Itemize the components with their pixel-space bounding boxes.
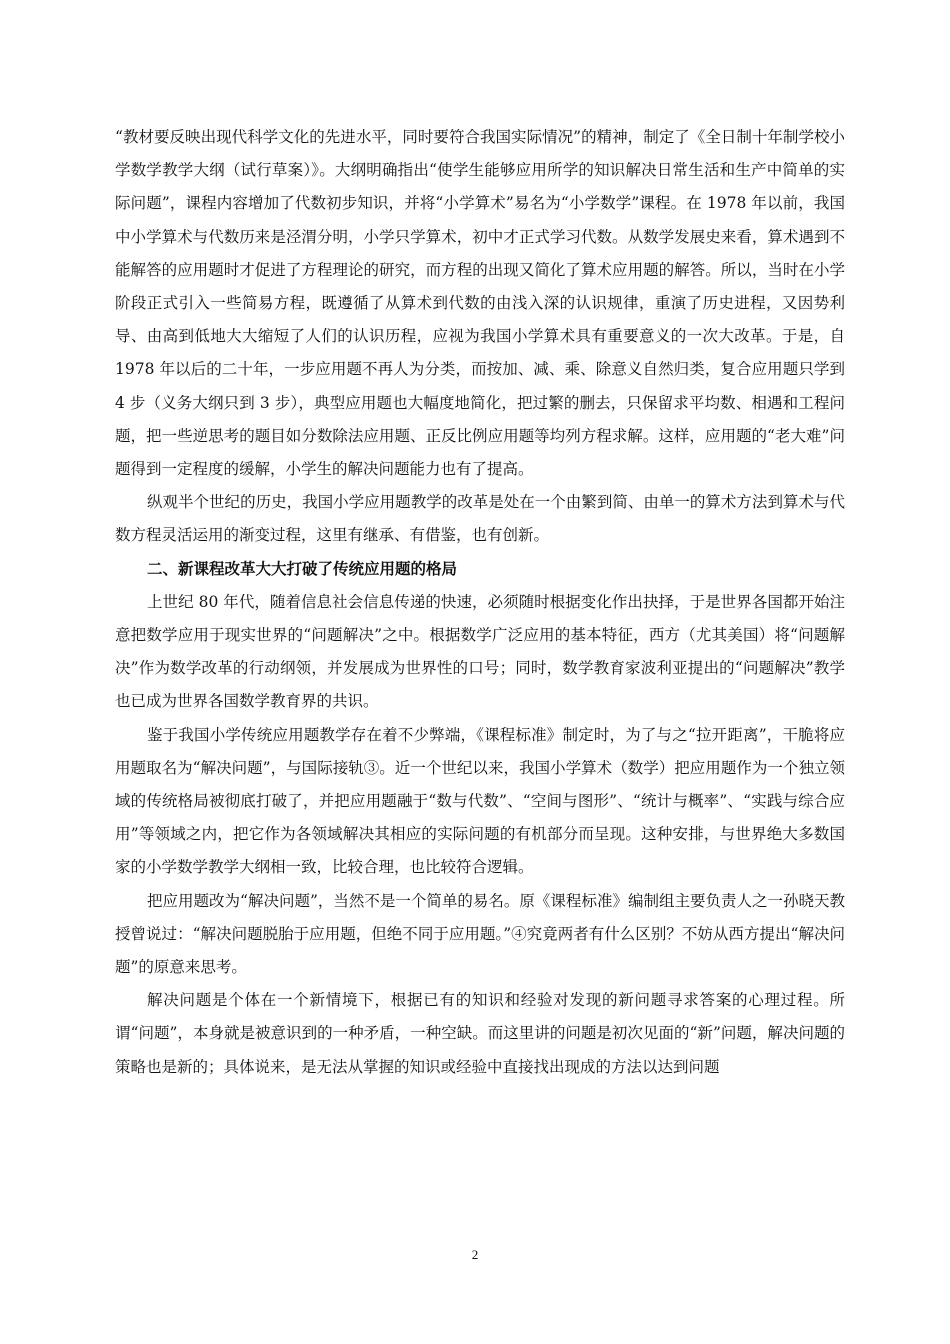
document-body — [115, 121, 845, 1084]
section-heading: 二、新课程改革大大打破了传统应用题的格局 — [147, 559, 458, 578]
paragraph-3: 上世纪 80 年代，随着信息社会信息传递的快速，必须随时根据变化作出抉择，于是世界各国都开始注意把数学应用于现实世界的“问题解决”之中。根据数学广泛应用的基本特征，西方（尤其美国）将“问题解决”作为数学改革的行动纲领，并发展成为世界性的口号；同时，数学教育家波利亚提出的“问题解决”教学也已成为世界各国数学教育界的共识。 — [115, 592, 845, 711]
paragraph-6: 解决问题是个体在一个新情境下，根据已有的知识和经验对发现的新问题寻求答案的心理过程。所谓“问题”，本身就是被意识到的一种矛盾，一种空缺。而这里讲的问题是初次见面的“新”问题，解决问题的策略也是新的；具体说来，是无法从掌握的知识或经验中直接找出现成的方法以达到问题 — [115, 991, 845, 1076]
paragraph-5: 把应用题改为“解决问题”，当然不是一个简单的易名。原《课程标准》编制组主要负责人之一孙晓天教授曾说过：“解决问题脱胎于应用题，但绝不同于应用题。”④究竟两者有什么区别？不妨从西方提出“解决问题”的原意来思考。 — [115, 891, 845, 977]
paragraph-1: “教材要反映出现代科学文化的先进水平，同时要符合我国实际情况”的精神，制定了《全日制十年制学校小学数学教学大纲（试行草案）》。大纲明确指出“使学生能够应用所学的知识解决日常生活和生产中简单的实际问题”，课程内容增加了代数初步知识，并将“小学算术”易名为“小学数学”课程。在 1978 年以前，我国中小学算术与代数历来是泾渭分明，小学只学算术，初中才正式学习代数。从数学发展史来看，算术遇到不能解答的应用题时才促进了方程理论的研究，而方程的出现又简化了算术应用题的解答。所以，当时在小学阶段正式引入一些简易方程，既遵循了从算术到代数的由浅入深的认识规律，重演了历史进程，又因势利导、由高到低地大大缩短了人们的认识历程，应视为我国小学算术具有重要意义的一次大改革。于是，自 1978 年以后的二十年，一步应用题不再人为分类，而按加、减、乘、除意义自然归类，复合应用题只学到 4 步（义务大纲只到 3 步），典型应用题也大幅度地简化，把过繁的删去，只保留求平均数、相遇和工程问题，把一些逆思考的题目如分数除法应用题、正反比例应用题等均列方程求解。这样，应用题的“老大难”问题得到一定程度的缓解，小学生的解决问题能力也有了提高。 — [115, 128, 845, 479]
paragraph-4: 鉴于我国小学传统应用题教学存在着不少弊端，《课程标准》制定时，为了与之“拉开距离”，干脆将应用题取名为“解决问题”，与国际接轨③。近一个世纪以来，我国小学算术（数学）把应用题作为一个独立领域的传统格局被彻底打破了，并把应用题融于“数与代数”、“空间与图形”、“统计与概率”、“实践与综合应用”等领域之内，把它作为各领域解决其相应的实际问题的有机部分而呈现。这种安排，与世界绝大多数国家的小学数学教学大纲相一致，比较合理，也比较符合逻辑。 — [115, 725, 845, 877]
page-number: 2 — [471, 1247, 479, 1262]
paragraph-2: 纵观半个世纪的历史，我国小学应用题教学的改革是处在一个由繁到简、由单一的算术方法到算术与代数方程灵活运用的渐变过程，这里有继承、有借鉴，也有创新。 — [115, 493, 845, 545]
